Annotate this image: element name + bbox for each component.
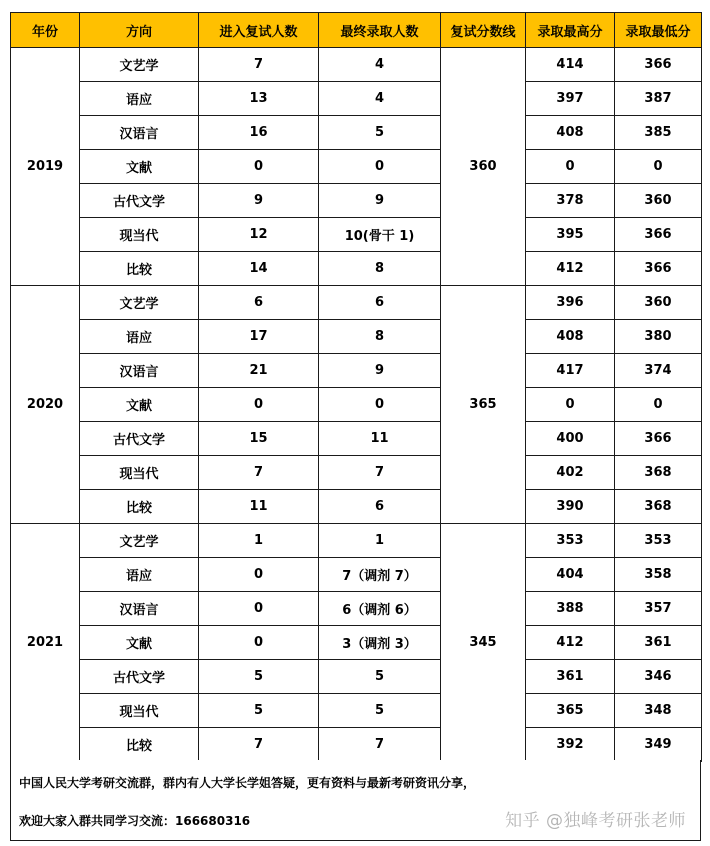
cell-enter-count: 0: [199, 150, 319, 184]
header-direction: 方向: [80, 13, 199, 48]
table-row: [11, 524, 702, 558]
table-row: [11, 592, 702, 626]
cell-admit-count: 4: [319, 82, 441, 116]
cell-max-score: 388: [526, 592, 615, 626]
cell-max-score: 378: [526, 184, 615, 218]
cell-max-score: 365: [526, 694, 615, 728]
cell-year: 2019: [11, 48, 80, 286]
cell-enter-count: 9: [199, 184, 319, 218]
cell-min-score: 366: [615, 218, 702, 252]
cell-enter-count: 7: [199, 456, 319, 490]
cell-max-score: 402: [526, 456, 615, 490]
header-score-line: 复试分数线: [441, 13, 526, 48]
cell-direction: 文献: [80, 388, 199, 422]
cell-max-score: 361: [526, 660, 615, 694]
cell-year: 2021: [11, 524, 80, 762]
cell-max-score: 353: [526, 524, 615, 558]
cell-min-score: 366: [615, 252, 702, 286]
cell-min-score: 361: [615, 626, 702, 660]
cell-max-score: 390: [526, 490, 615, 524]
cell-direction: 现当代: [80, 456, 199, 490]
cell-enter-count: 5: [199, 694, 319, 728]
cell-direction: 语应: [80, 82, 199, 116]
cell-direction: 古代文学: [80, 184, 199, 218]
table-row: [11, 116, 702, 150]
footer-note: [10, 760, 701, 841]
cell-max-score: 400: [526, 422, 615, 456]
header-year: 年份: [11, 13, 80, 48]
table-row: [11, 150, 702, 184]
cell-admit-count: 10(骨干 1): [319, 218, 441, 252]
cell-enter-count: 11: [199, 490, 319, 524]
table-row: [11, 694, 702, 728]
cell-max-score: 0: [526, 150, 615, 184]
cell-enter-count: 7: [199, 48, 319, 82]
footer-line-1: 中国人民大学考研交流群，群内有人大学长学姐答疑，更有资料与最新考研资讯分享，: [19, 776, 476, 790]
cell-admit-count: 1: [319, 524, 441, 558]
cell-year: 2020: [11, 286, 80, 524]
cell-enter-count: 13: [199, 82, 319, 116]
cell-admit-count: 8: [319, 320, 441, 354]
cell-direction: 文献: [80, 626, 199, 660]
cell-direction: 古代文学: [80, 660, 199, 694]
cell-admit-count: 7: [319, 728, 441, 762]
cell-admit-count: 5: [319, 660, 441, 694]
cell-min-score: 385: [615, 116, 702, 150]
cell-min-score: 357: [615, 592, 702, 626]
cell-score-line: 365: [441, 286, 526, 524]
table-row: [11, 286, 702, 320]
cell-min-score: 387: [615, 82, 702, 116]
cell-min-score: 353: [615, 524, 702, 558]
admission-table: [10, 12, 702, 762]
cell-min-score: 358: [615, 558, 702, 592]
cell-enter-count: 15: [199, 422, 319, 456]
cell-min-score: 346: [615, 660, 702, 694]
cell-min-score: 366: [615, 48, 702, 82]
header-max-score: 录取最高分: [526, 13, 615, 48]
cell-score-line: 345: [441, 524, 526, 762]
cell-enter-count: 21: [199, 354, 319, 388]
cell-admit-count: 0: [319, 150, 441, 184]
cell-direction: 汉语言: [80, 116, 199, 150]
cell-max-score: 417: [526, 354, 615, 388]
table-row: [11, 48, 702, 82]
cell-min-score: 0: [615, 150, 702, 184]
cell-admit-count: 3（调剂 3）: [319, 626, 441, 660]
table-row: [11, 422, 702, 456]
cell-max-score: 396: [526, 286, 615, 320]
table-row: [11, 82, 702, 116]
cell-enter-count: 0: [199, 388, 319, 422]
cell-direction: 比较: [80, 728, 199, 762]
cell-max-score: 408: [526, 116, 615, 150]
table-row: [11, 218, 702, 252]
cell-direction: 现当代: [80, 694, 199, 728]
header-admit-count: 最终录取人数: [319, 13, 441, 48]
cell-max-score: 414: [526, 48, 615, 82]
cell-admit-count: 7: [319, 456, 441, 490]
cell-min-score: 368: [615, 490, 702, 524]
cell-direction: 古代文学: [80, 422, 199, 456]
cell-admit-count: 6（调剂 6）: [319, 592, 441, 626]
footer-line-2: 欢迎大家入群共同学习交流：166680316: [19, 814, 251, 828]
cell-admit-count: 8: [319, 252, 441, 286]
header-enter-count: 进入复试人数: [199, 13, 319, 48]
cell-direction: 比较: [80, 490, 199, 524]
cell-direction: 现当代: [80, 218, 199, 252]
cell-max-score: 0: [526, 388, 615, 422]
table-row: [11, 354, 702, 388]
cell-direction: 汉语言: [80, 592, 199, 626]
cell-direction: 文艺学: [80, 524, 199, 558]
cell-enter-count: 14: [199, 252, 319, 286]
table-row: [11, 252, 702, 286]
cell-min-score: 349: [615, 728, 702, 762]
cell-min-score: 360: [615, 286, 702, 320]
cell-enter-count: 0: [199, 558, 319, 592]
table-row: [11, 660, 702, 694]
cell-min-score: 360: [615, 184, 702, 218]
cell-enter-count: 6: [199, 286, 319, 320]
cell-max-score: 412: [526, 626, 615, 660]
cell-max-score: 408: [526, 320, 615, 354]
cell-score-line: 360: [441, 48, 526, 286]
cell-enter-count: 1: [199, 524, 319, 558]
table-row: [11, 728, 702, 762]
cell-min-score: 348: [615, 694, 702, 728]
cell-max-score: 404: [526, 558, 615, 592]
cell-min-score: 0: [615, 388, 702, 422]
cell-enter-count: 16: [199, 116, 319, 150]
header-min-score: 录取最低分: [615, 13, 702, 48]
cell-admit-count: 9: [319, 354, 441, 388]
cell-admit-count: 6: [319, 286, 441, 320]
cell-admit-count: 11: [319, 422, 441, 456]
cell-max-score: 395: [526, 218, 615, 252]
cell-max-score: 397: [526, 82, 615, 116]
table-row: [11, 626, 702, 660]
cell-admit-count: 7（调剂 7）: [319, 558, 441, 592]
table-header-row: [11, 13, 702, 48]
cell-enter-count: 0: [199, 626, 319, 660]
cell-enter-count: 0: [199, 592, 319, 626]
cell-enter-count: 17: [199, 320, 319, 354]
table-row: [11, 388, 702, 422]
cell-direction: 语应: [80, 320, 199, 354]
cell-admit-count: 9: [319, 184, 441, 218]
table-row: [11, 320, 702, 354]
cell-direction: 文艺学: [80, 48, 199, 82]
cell-direction: 文献: [80, 150, 199, 184]
cell-direction: 比较: [80, 252, 199, 286]
cell-enter-count: 5: [199, 660, 319, 694]
cell-direction: 文艺学: [80, 286, 199, 320]
cell-admit-count: 0: [319, 388, 441, 422]
table-row: [11, 184, 702, 218]
cell-max-score: 412: [526, 252, 615, 286]
cell-min-score: 368: [615, 456, 702, 490]
cell-min-score: 374: [615, 354, 702, 388]
cell-direction: 汉语言: [80, 354, 199, 388]
cell-max-score: 392: [526, 728, 615, 762]
table-row: [11, 456, 702, 490]
cell-enter-count: 12: [199, 218, 319, 252]
cell-admit-count: 5: [319, 694, 441, 728]
table-row: [11, 558, 702, 592]
table-row: [11, 490, 702, 524]
cell-admit-count: 6: [319, 490, 441, 524]
cell-admit-count: 5: [319, 116, 441, 150]
watermark: 知乎 @独峰考研张老师: [505, 811, 686, 831]
cell-min-score: 380: [615, 320, 702, 354]
cell-enter-count: 7: [199, 728, 319, 762]
cell-admit-count: 4: [319, 48, 441, 82]
cell-direction: 语应: [80, 558, 199, 592]
cell-min-score: 366: [615, 422, 702, 456]
